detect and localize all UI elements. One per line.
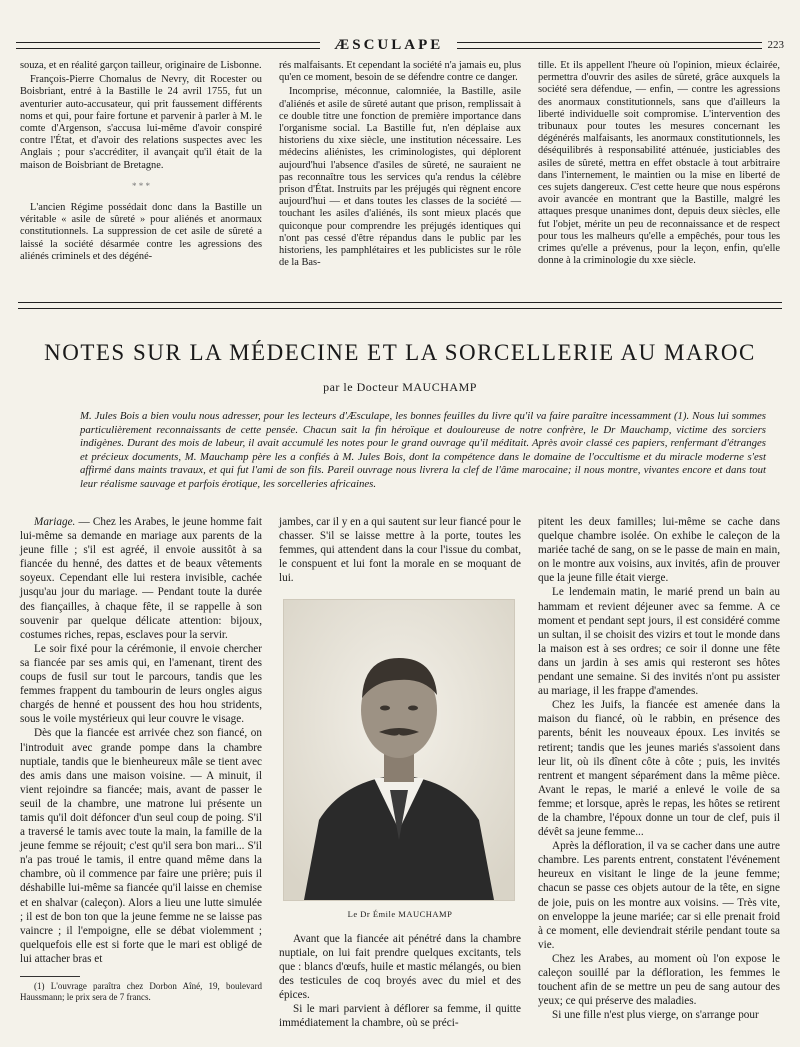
portrait-illustration [284,600,514,900]
article-byline: par le Docteur MAUCHAMP [323,380,477,394]
paragraph: Le lendemain matin, le marié prend un bain au hammam et revient déjeuner avec sa femme. A ce moment et pendant sept jours, il est considéré comme un sultan, il se choisit des vizirs et tout le monde dans la maison est à ses ordres; ce soir il donne une fête dans un jardin à ses amis qui resteront ses hôtes pendant une semaine. Si des invités n'ont pu assister au mariage, il les frappe d'amendes. [538,586,780,698]
header-rule-right [457,42,761,49]
article-title: NOTES SUR LA MÉDECINE ET LA SORCELLERIE AU MAROC [44,340,756,365]
top-column-1 [20,60,262,298]
header-rule-left [16,42,320,49]
top-column-2 [279,60,521,298]
paragraph: jambes, car il y en a qui sautent sur leur fiancé pour le chasser. S'il se laisse mettre à la porte, toutes les femmes, qui attendent dans la cour l'issue du combat, le conspuent et lui font la morale en se moquant de lui. [279,516,521,585]
article-body [20,515,780,1035]
paragraph: tille. Et ils appellent l'heure où l'opinion, mieux éclairée, permettra d'ouvrir des asiles de sûreté, grâce auxquels la société sera défendue, — enfin, — contre les agressions des anormaux constitutionnels, sans que d'ailleurs la liberté individuelle soit compromise. L'intervention des tribunaux pour toutes les mesures concernant les dégénérés malfaisants, les anormaux constitutionnels, les déséquilibrés à responsabilité atténuée, justiciables des asiles de sûreté, mettra en effet obstacle à tout arbitraire dans l'internement, le maintien ou la mise en liberté de ces sujets dangereux. C'est cette heure que nous espérons avoir avancée en montrant que la Bastille, malgré les attaques presque unanimes dont, depuis deux siècles, elle fut l'objet, mérite un peu de reconnaissance et de respect pour tous les malheurs qu'elle a empêchés, pour tous les crimes qu'elle a prévenus, pour la leçon, enfin, qu'elle donne à la criminologie du xxe siècle. [538,60,780,267]
journal-title: ÆSCULAPE [334,36,444,53]
paragraph: pitent les deux familles; lui-même se cache dans quelque chambre isolée. On exhibe le caleçon de la mariée taché de sang, on se le passe de main en main, on le montre aux voisins, aux invités, afin de prouver que la jeune fille était vierge. [538,516,780,585]
page-header [16,34,784,56]
article-column-1 [20,515,262,1035]
paragraph: Le soir fixé pour la cérémonie, il envoie chercher sa fiancée par ses amis qui, en l'amenant, tirent des coups de fusil sur tout le parcours, tandis que les femmes frappent du tambourin de leurs ongles aigus chargés de henné et poussent des hou hou stridents, sous le voile mystérieux qui leur couvre le visage. [20,642,262,726]
section-ornament: * * * [132,180,150,191]
lead-word: Mariage. [34,516,76,528]
portrait-caption: Le Dr Émile MAUCHAMP [347,909,453,920]
page-number: 223 [767,39,785,51]
paragraph: L'ancien Régime possédait donc dans la Bastille un véritable « asile de sûreté » pour aliénés et anormaux constitutionnels. La suppression de cet asile de sûreté a laissé la société désarmée contre les agressions des aliénés criminels et des dégéné- [20,202,262,262]
paragraph: Après la défloration, il va se cacher dans une autre chambre. Les parents entrent, constatent l'événement heureux en visitant le linge de la jeune femme; chacun se passe ces objets autour de la tête, en signe de joie, puis on les montre aux voisins. — Très vite, on enveloppe la jeune mariée; car si elle prenait froid à ce moment, elle deviendrait stérile pendant toute sa vie. [538,840,780,951]
paragraph: Incomprise, méconnue, calomniée, la Bastille, asile d'aliénés et asile de sûreté autant que prison, remplissait à ce double titre une fonction de première importance dans l'organisme social. La Bastille fut, n'en déplaise aux historiens du xixe siècle, une institution nécessaire. Les médecins aliénistes, les criminologistes, qui déplorent aujourd'hui l'absence d'asiles de sûreté, ne sauraient ne pas reconnaître tous les services qu'a rendus la célèbre prison d'État. Instruits par les préjugés qui règnent encore aujourd'hui — et dans toutes les classes de la société — touchant les asiles d'aliénés, ils sont mieux placés que quiconque pour comprendre les préjugés identiques qui n'ont pas cessé d'être répandus dans le public par les historiens, les pamphlétaires et les publicistes sur le rôle de la Bas- [279,86,521,269]
paragraph: Si le mari parvient à déflorer sa femme, il quitte immédiatement la chambre, où se préci- [279,1003,521,1030]
paragraph: souza, et en réalité garçon tailleur, originaire de Lisbonne. [20,60,262,71]
paragraph: Chez les Arabes, au moment où l'on expose le caleçon souillé par la défloration, les femmes le touchent afin de se mettre un peu de sang autour des yeux; ce qui préserve des maladies. [538,952,780,1008]
article-column-2 [279,515,521,1035]
paragraph-text: — Chez les Arabes, le jeune homme fait lui-même sa demande en mariage aux parents de la jeune fille ; s'il est agréé, il envoie aussitôt à sa fiancée du henné, des dattes et de beaux vêtements soyeux. Cependant elle lui restera invisible, cachée jusqu'au jour du mariage. — Pendant toute la durée des fiançailles, à chaque fête, il se rappelle à son souvenir par quelque délicate attention: bijoux, costumes riches, repas, esclaves pour la servir. [20,516,263,641]
portrait-figure [283,599,517,921]
paragraph: François-Pierre Chomalus de Nevry, dit Rocester ou Boisbriant, entré à la Bastille le 24 avril 1755, fut un aventurier auto-accusateur, qui prit faussement différents noms et qui, pour faire fortune et parvenir à parler à M. le comte d'Argenson, s'accusa lui-même d'avoir conspiré contre l'État, et d'avoir des relations suspectes avec les Anglais ; pour s'accréditer, il avançait qu'il était de la maison de Boisbriant de Bretagne. [20,74,262,171]
top-column-3 [538,60,780,298]
article-column-3 [538,515,780,1035]
portrait-photo [283,599,515,901]
section-divider [18,302,782,309]
paragraph: rés malfaisants. Et cependant la société n'a jamais eu, plus qu'en ce moment, besoin de se défendre contre ce danger. [279,60,521,84]
footnote: (1) L'ouvrage paraîtra chez Dorbon Aîné, 19, boulevard Haussmann; le prix sera de 7 francs. [20,981,262,1002]
paragraph [20,515,262,642]
paragraph: Chez les Juifs, la fiancée est amenée dans la maison du fiancé, où le rabbin, en présence des parents, bénit les nouveaux époux. Les invités se retirent; tandis que les jeunes mariés s'assoient dans leur lit, où ils dînent côte à côte ; puis, les invités rentrent et mangent séparément dans la même pièce. Avant le repas, le marié a enlevé le voile de sa femme; et lorsque, après le repas, les hôtes se retirent de la chambre, l'époux donne un tour de clef, puis il dévêt sa jeune femme... [538,699,780,839]
footnote-rule [20,976,80,977]
article-intro: M. Jules Bois a bien voulu nous adresser, pour les lecteurs d'Æsculape, les bonnes feuilles du livre qu'il va faire paraître incessamment (1). Nous lui sommes particulièrement reconnaissants de cette pensée. Chacun sait la fin héroïque et douloureuse de notre confrère, le Dr Mauchamp, victime des sorciers indigènes. Durant des mois de labeur, il avait accumulé les notes pour le grand ouvrage qu'il méditait. Après avoir classé ces papiers, renfermant d'étranges et précieux documents, M. Mauchamp père les a confiés à M. Jules Bois, dont la compétence dans le domaine de l'occultisme et du miracle moderne s'est affirmé dans maints travaux, et qui fut l'ami de son fils. Pareil ouvrage nous livrera la clef de l'âme marocaine; il nous montre, vivantes encore et dans tout leur réalisme sauvage et parfois érotique, les sorcelleries africaines. [80,410,766,490]
top-section [20,60,780,298]
paragraph: Dès que la fiancée est arrivée chez son fiancé, on l'introduit avec grande pompe dans la chambre nuptiale, tandis que le bienheureux mâle se tient avec des amis dans une maison voisine. — A minuit, il vient rejoindre sa fiancée; mais, avant de passer le seuil de la chambre, une matrone lui présente un tamis qu'il doit défoncer d'un seul coup de poing. S'il a traversé le tamis avec toute la main, la famille de la jeune femme se réjouit; c'est qu'il sera bon mari... S'il n'a pas troué le tamis, il entre quand même dans la chambre, où il commence par faire une prière; puis il déshabille lui-même sa fiancée qu'il laisse en chemise et en shalvar (caleçon). Alors a lieu une lutte simulée ; il est de bon ton que la jeune femme ne se laisse pas vaincre ; il l'empoigne, elle se débat violemment ; quelquefois elle est si forte que le mari est obligé de lui attacher bras et [20,727,262,965]
paragraph: Si une fille n'est plus vierge, on s'arrange pour [552,1009,759,1022]
paragraph: Avant que la fiancée ait pénétré dans la chambre nuptiale, on lui fait prendre quelques excitants, tels que : blancs d'œufs, huile et mastic mélangés, ou bien des testicules de coq broyés avec du miel et des épices. [279,932,521,1001]
